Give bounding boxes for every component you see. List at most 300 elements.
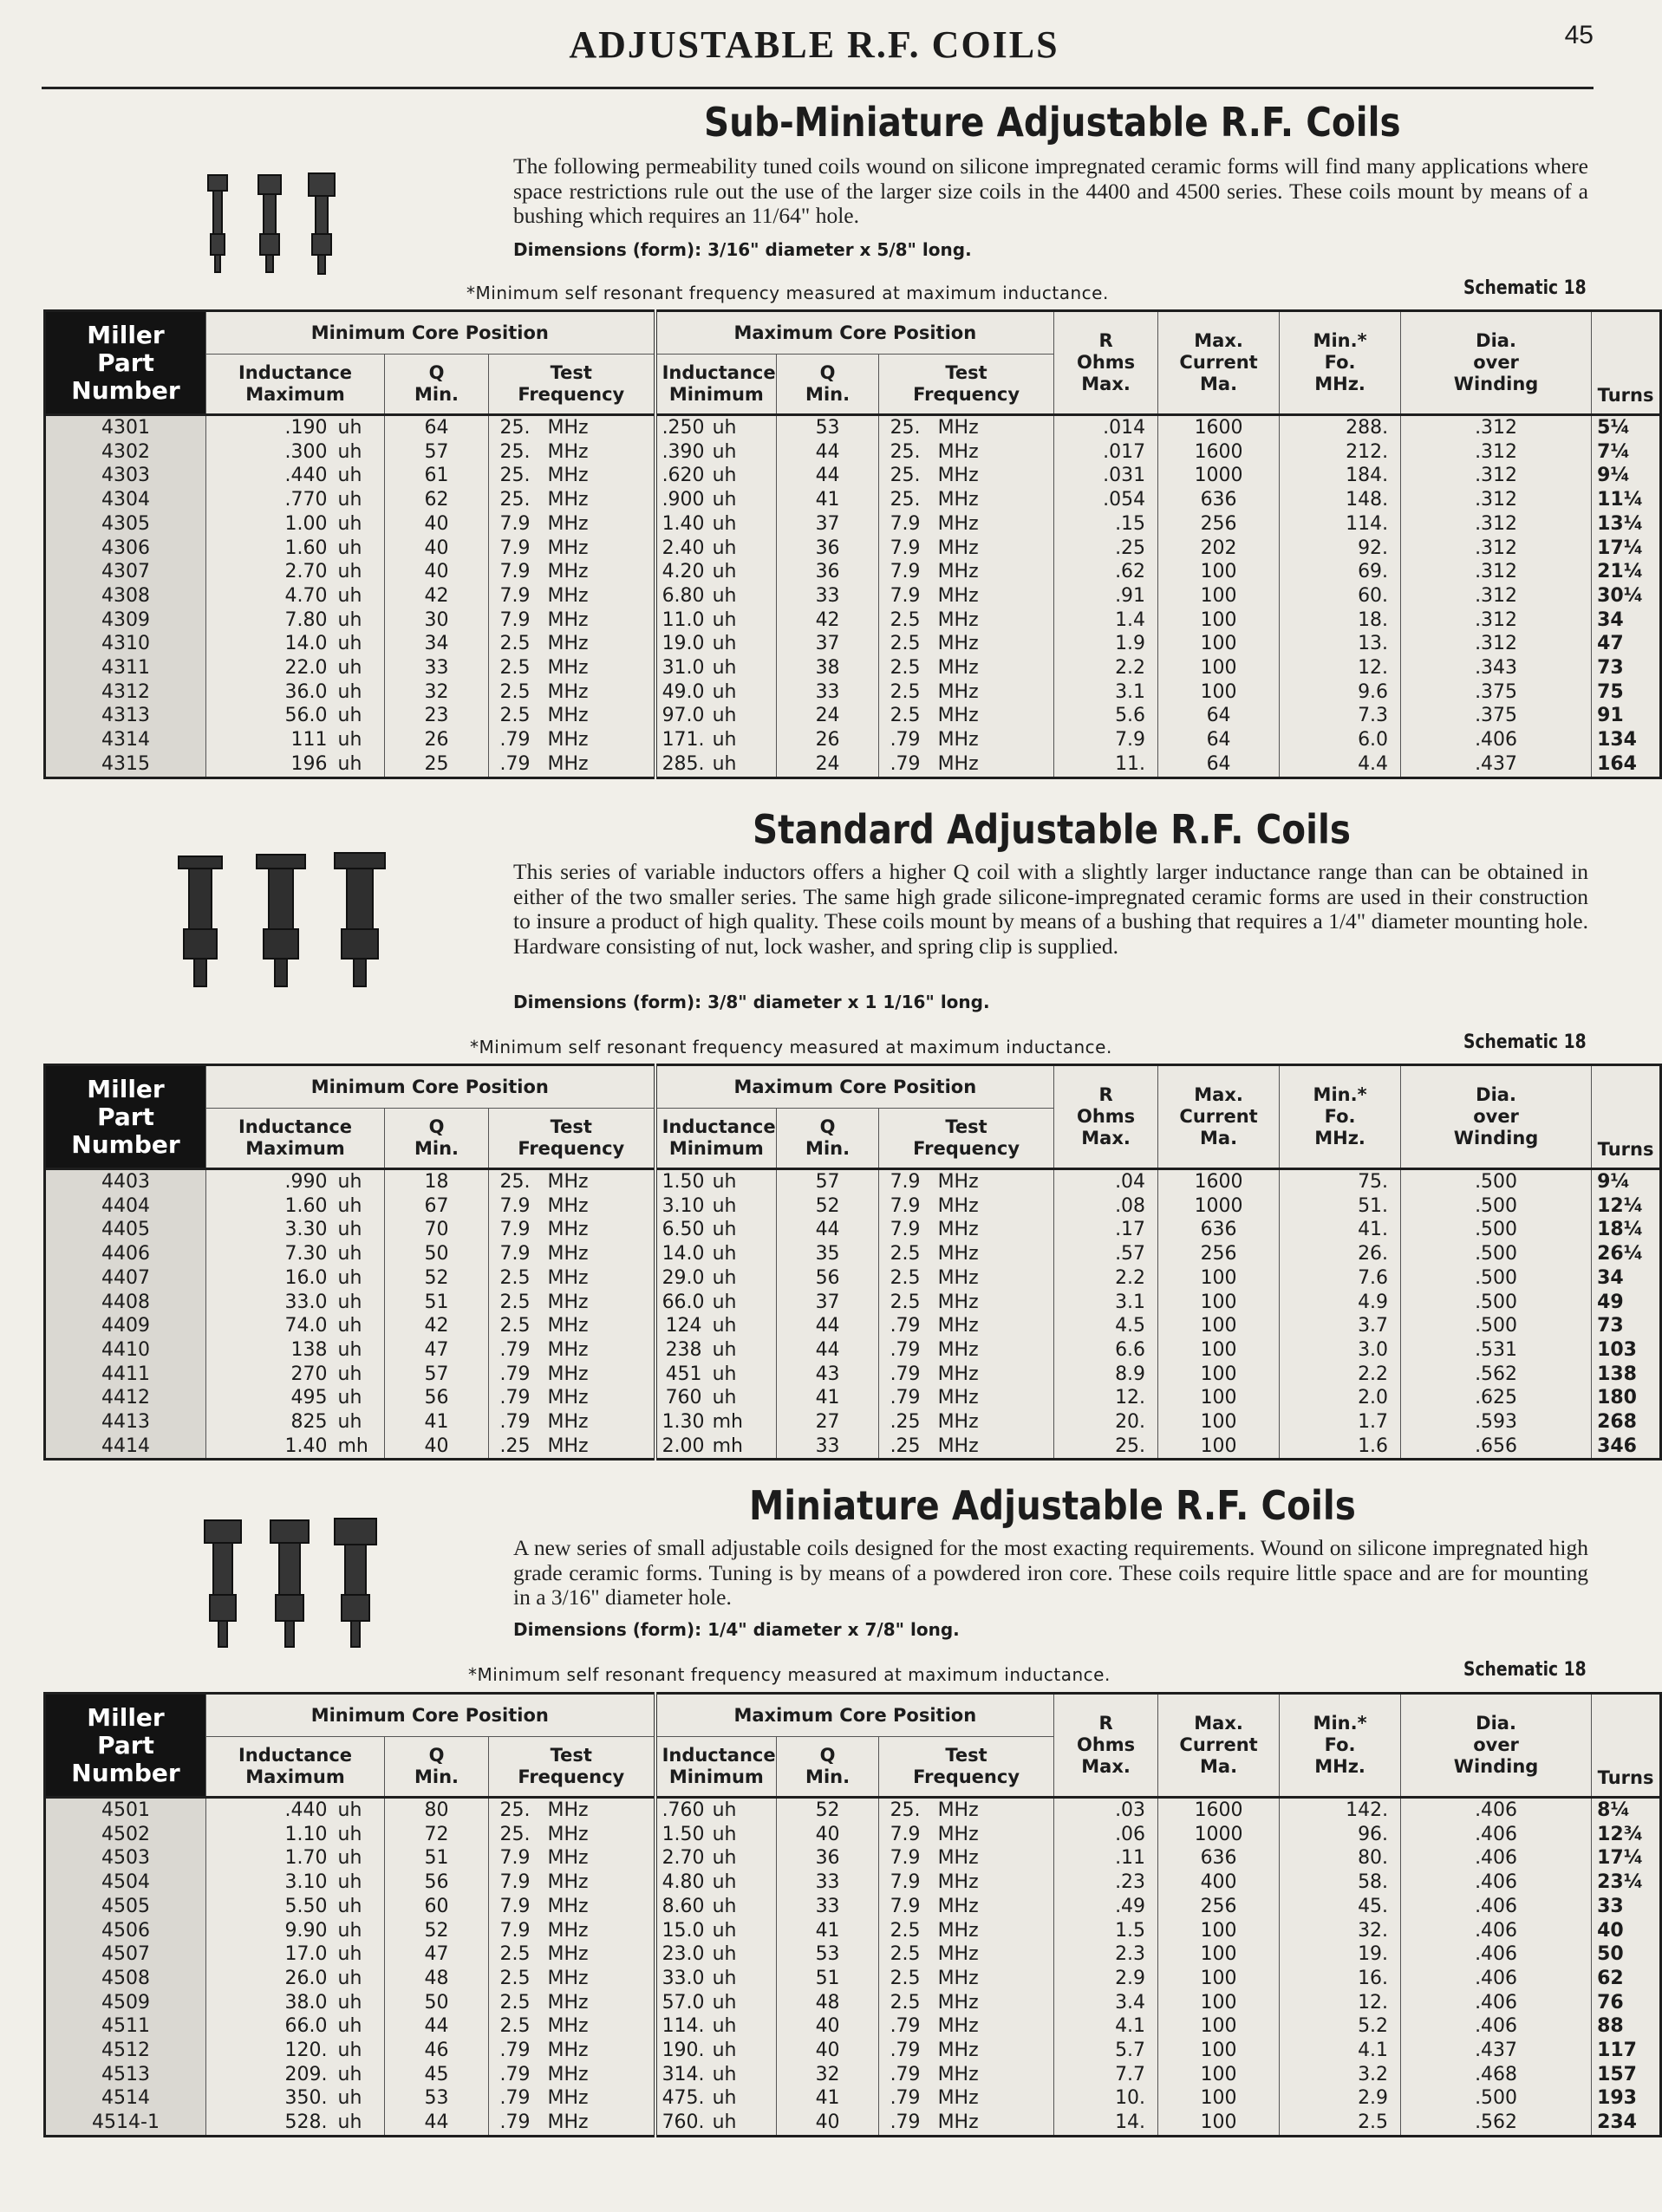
- part-number: 4507: [45, 1942, 206, 1967]
- part-number: 4506: [45, 1919, 206, 1943]
- frequency-unit: MHz: [547, 1363, 589, 1385]
- min-fo: 32.: [1280, 1919, 1401, 1943]
- part-number: 4309: [45, 608, 206, 633]
- q-min: 36: [777, 560, 879, 584]
- header-text: Test: [550, 1745, 592, 1766]
- header-text: Winding: [1453, 1128, 1539, 1148]
- unit: uh: [712, 729, 737, 751]
- header-text: Minimum: [668, 1138, 764, 1159]
- min-fo: 80.: [1280, 1846, 1401, 1870]
- inductance-min: 2.00: [655, 1435, 707, 1460]
- dimensions-note: Dimensions (form): 3/8" diameter x 1 1/16" long.: [513, 992, 990, 1012]
- frequency-unit: MHz: [547, 537, 589, 559]
- inductance-max: 26.0: [206, 1967, 333, 1991]
- dia-winding: .406: [1401, 1942, 1592, 1967]
- header-text: R: [1098, 330, 1113, 351]
- min-fo: 9.6: [1280, 680, 1401, 705]
- frequency-unit: MHz: [547, 1871, 589, 1894]
- inductance-min: 2.40: [655, 537, 707, 561]
- q-min: 44: [777, 464, 879, 488]
- test-frequency: 2.5: [489, 2014, 543, 2039]
- turns: 5¼: [1592, 415, 1661, 440]
- header-text: Min.*: [1313, 1084, 1367, 1105]
- test-frequency: 25.: [879, 440, 933, 465]
- header-text: Q: [819, 362, 836, 383]
- dia-winding: .500: [1401, 1266, 1592, 1291]
- test-frequency: .79: [489, 2063, 543, 2087]
- min-fo: 7.6: [1280, 1266, 1401, 1291]
- min-fo: 19.: [1280, 1942, 1401, 1967]
- q-min: 26: [777, 728, 879, 752]
- inductance-min: 1.40: [655, 512, 707, 537]
- r-ohms: .62: [1054, 560, 1158, 584]
- dia-header: [1401, 1694, 1592, 1798]
- q-min: 36: [777, 1846, 879, 1870]
- inductance-max: 7.80: [206, 608, 333, 633]
- test-frequency: 7.9: [879, 537, 933, 561]
- q-min: 41: [777, 488, 879, 512]
- r-ohms: 6.6: [1054, 1338, 1158, 1363]
- q-min: 44: [777, 440, 879, 465]
- header-text: Ohms: [1076, 1734, 1136, 1755]
- frequency-unit: MHz: [937, 1943, 979, 1966]
- inductance-min: 171.: [655, 728, 707, 752]
- unit: uh: [337, 1243, 362, 1265]
- dia-winding: .437: [1401, 2039, 1592, 2063]
- r-ohms: .08: [1054, 1194, 1158, 1219]
- r-ohms: .91: [1054, 584, 1158, 608]
- unit: uh: [337, 1919, 362, 1942]
- part-number: 4306: [45, 537, 206, 561]
- unit: uh: [337, 1363, 362, 1385]
- max-current: 100: [1158, 560, 1280, 584]
- dia-winding: .562: [1401, 1363, 1592, 1387]
- frequency-unit: MHz: [937, 705, 979, 727]
- test-frequency: .79: [489, 2086, 543, 2111]
- inductance-min: 114.: [655, 2014, 707, 2039]
- inductance-max: 56.0: [206, 704, 333, 728]
- header-text: Min.: [414, 1138, 459, 1159]
- part-number: 4310: [45, 632, 206, 656]
- inductance-min: 31.0: [655, 656, 707, 680]
- min-fo-header: [1280, 311, 1401, 415]
- test-frequency: 2.5: [879, 680, 933, 705]
- q-min: 40: [777, 2014, 879, 2039]
- turns: 268: [1592, 1410, 1661, 1435]
- dia-winding: .656: [1401, 1435, 1592, 1460]
- test-frequency: 7.9: [879, 1895, 933, 1919]
- dia-winding: .312: [1401, 440, 1592, 465]
- header-text: Maximum: [245, 1766, 345, 1787]
- q-min: 52: [385, 1266, 489, 1291]
- header-text: R: [1098, 1084, 1113, 1105]
- q-min: 57: [385, 1363, 489, 1387]
- header-text: Inductance: [662, 1116, 776, 1137]
- part-number: 4514-1: [45, 2111, 206, 2136]
- inductance-min: 3.10: [655, 1194, 707, 1219]
- header-text: Winding: [1453, 374, 1539, 394]
- frequency-unit: MHz: [547, 584, 589, 607]
- unit: uh: [337, 1871, 362, 1894]
- inductance-min-header: [655, 1109, 777, 1169]
- turns: 33: [1592, 1895, 1661, 1919]
- frequency-unit: MHz: [937, 537, 979, 559]
- q-min: 51: [385, 1291, 489, 1315]
- r-ohms: 12.: [1054, 1386, 1158, 1410]
- r-ohms: .49: [1054, 1895, 1158, 1919]
- frequency-unit: MHz: [547, 2015, 589, 2038]
- test-frequency: 2.5: [489, 1314, 543, 1338]
- min-fo: 2.9: [1280, 2086, 1401, 2111]
- test-frequency: .79: [489, 1363, 543, 1387]
- table-row: [45, 1363, 1661, 1387]
- unit: uh: [337, 1338, 362, 1361]
- header-text: Miller: [87, 1702, 165, 1732]
- unit: uh: [712, 752, 737, 775]
- part-number: 4406: [45, 1242, 206, 1266]
- schematic-ref: Schematic 18: [1463, 1659, 1587, 1681]
- header-text: Dia.: [1476, 330, 1516, 351]
- q-min: 47: [385, 1338, 489, 1363]
- test-frequency: 7.9: [879, 584, 933, 608]
- test-frequency: 2.5: [879, 1266, 933, 1291]
- header-text: Maximum: [245, 384, 345, 405]
- turns: 73: [1592, 1314, 1661, 1338]
- table-row: [45, 1194, 1661, 1219]
- header-text: Inductance: [662, 1745, 776, 1766]
- unit: uh: [337, 729, 362, 751]
- inductance-min: 1.50: [655, 1823, 707, 1847]
- part-number: 4404: [45, 1194, 206, 1219]
- test-frequency: .79: [489, 2039, 543, 2063]
- max-current: 100: [1158, 1386, 1280, 1410]
- inductance-max: 66.0: [206, 2014, 333, 2039]
- frequency-unit: MHz: [937, 561, 979, 583]
- table-row: [45, 656, 1661, 680]
- dia-winding: .312: [1401, 537, 1592, 561]
- part-number: 4313: [45, 704, 206, 728]
- header-text: Fo.: [1324, 1106, 1356, 1127]
- frequency-unit: MHz: [937, 1194, 979, 1217]
- turns: 134: [1592, 728, 1661, 752]
- table-row: [45, 1386, 1661, 1410]
- q-min: 52: [777, 1798, 879, 1823]
- header-text: over: [1473, 1734, 1519, 1755]
- part-number: 4408: [45, 1291, 206, 1315]
- unit: uh: [337, 1847, 362, 1870]
- inductance-min: 475.: [655, 2086, 707, 2111]
- inductance-min: 57.0: [655, 1991, 707, 2015]
- frequency-unit: MHz: [547, 729, 589, 751]
- dia-winding: .562: [1401, 2111, 1592, 2136]
- min-fo: 3.7: [1280, 1314, 1401, 1338]
- frequency-unit: MHz: [547, 1919, 589, 1942]
- unit: uh: [337, 465, 362, 487]
- unit: uh: [712, 2015, 737, 2038]
- turns: 103: [1592, 1338, 1661, 1363]
- unit: uh: [337, 1895, 362, 1917]
- max-current: 1000: [1158, 1823, 1280, 1847]
- inductance-max: 528.: [206, 2111, 333, 2136]
- frequency-unit: MHz: [937, 1387, 979, 1409]
- header-text: Min.: [414, 1766, 459, 1787]
- max-core-header: Maximum Core Position: [655, 1694, 1054, 1737]
- unit: uh: [337, 512, 362, 535]
- inductance-max: 22.0: [206, 656, 333, 680]
- test-frequency: 25.: [489, 415, 543, 440]
- inductance-max: 74.0: [206, 1314, 333, 1338]
- r-ohms: 7.9: [1054, 728, 1158, 752]
- dia-winding: .437: [1401, 752, 1592, 777]
- header-text: Part: [97, 1730, 154, 1760]
- inductance-min: 33.0: [655, 1967, 707, 1991]
- unit: uh: [337, 1194, 362, 1217]
- max-core-header: Maximum Core Position: [655, 311, 1054, 355]
- header-text: Min.*: [1313, 330, 1367, 351]
- max-current: 256: [1158, 512, 1280, 537]
- inductance-max: 33.0: [206, 1291, 333, 1315]
- frequency-unit: MHz: [937, 657, 979, 680]
- min-fo: 60.: [1280, 584, 1401, 608]
- r-ohms: 20.: [1054, 1410, 1158, 1435]
- q-min: 40: [777, 2111, 879, 2136]
- header-text: Test: [550, 1116, 592, 1137]
- inductance-min: 760: [655, 1386, 707, 1410]
- header-text: R: [1098, 1713, 1113, 1734]
- q-min: 38: [777, 656, 879, 680]
- inductance-min: 8.60: [655, 1895, 707, 1919]
- inductance-max: 1.60: [206, 1194, 333, 1219]
- part-number: 4508: [45, 1967, 206, 1991]
- dimensions-note: Dimensions (form): 3/16" diameter x 5/8" long.: [513, 239, 972, 260]
- turns: 180: [1592, 1386, 1661, 1410]
- r-ohms: .15: [1054, 512, 1158, 537]
- unit: uh: [712, 657, 737, 680]
- max-current: 100: [1158, 1291, 1280, 1315]
- dia-winding: .312: [1401, 608, 1592, 633]
- r-ohms: .06: [1054, 1823, 1158, 1847]
- turns: 73: [1592, 656, 1661, 680]
- table-row: [45, 584, 1661, 608]
- inductance-min: 66.0: [655, 1291, 707, 1315]
- unit: uh: [712, 1967, 737, 1989]
- q-min: 51: [385, 1846, 489, 1870]
- unit: uh: [337, 417, 362, 439]
- r-ohms: 25.: [1054, 1435, 1158, 1460]
- inductance-min: 49.0: [655, 680, 707, 705]
- q-min: 43: [777, 1363, 879, 1387]
- turns: 193: [1592, 2086, 1661, 2111]
- r-ohms: 5.7: [1054, 2039, 1158, 2063]
- min-fo: 41.: [1280, 1218, 1401, 1242]
- table-row: [45, 1823, 1661, 1847]
- min-fo: 12.: [1280, 656, 1401, 680]
- header-text: MHz.: [1314, 1128, 1365, 1148]
- frequency-unit: MHz: [937, 680, 979, 703]
- q-min: 41: [385, 1410, 489, 1435]
- frequency-unit: MHz: [547, 1219, 589, 1241]
- q-min: 41: [777, 1386, 879, 1410]
- frequency-unit: MHz: [937, 752, 979, 775]
- q-min: 72: [385, 1823, 489, 1847]
- unit: uh: [712, 1895, 737, 1917]
- min-fo: 16.: [1280, 1967, 1401, 1991]
- inductance-min: .250: [655, 415, 707, 440]
- q-min: 50: [385, 1991, 489, 2015]
- r-ohms: .23: [1054, 1870, 1158, 1895]
- frequency-unit: MHz: [547, 1411, 589, 1434]
- inductance-min: 285.: [655, 752, 707, 777]
- max-current: 100: [1158, 1266, 1280, 1291]
- q-min: 53: [777, 415, 879, 440]
- q-min: 33: [777, 1435, 879, 1460]
- part-number: 4315: [45, 752, 206, 777]
- dia-winding: .406: [1401, 2014, 1592, 2039]
- unit: uh: [712, 1363, 737, 1385]
- max-current: 100: [1158, 1919, 1280, 1943]
- header-text: Number: [71, 375, 180, 405]
- min-fo-header: [1280, 1065, 1401, 1169]
- inductance-min: 29.0: [655, 1266, 707, 1291]
- min-fo: 51.: [1280, 1194, 1401, 1219]
- q-min-header: [385, 355, 489, 415]
- q-min: 70: [385, 1218, 489, 1242]
- unit: mh: [712, 1411, 743, 1434]
- q-min: 56: [385, 1870, 489, 1895]
- dia-winding: .406: [1401, 1846, 1592, 1870]
- q-min: 24: [777, 704, 879, 728]
- test-frequency: 25.: [879, 1798, 933, 1823]
- dia-winding: .312: [1401, 560, 1592, 584]
- unit: uh: [712, 1919, 737, 1942]
- test-frequency: .79: [489, 728, 543, 752]
- q-min: 45: [385, 2063, 489, 2087]
- q-min: 48: [777, 1991, 879, 2015]
- q-min-header: [777, 1737, 879, 1798]
- table-row: [45, 608, 1661, 633]
- test-frequency: 2.5: [489, 656, 543, 680]
- table-row: [45, 704, 1661, 728]
- min-fo: 212.: [1280, 440, 1401, 465]
- test-frequency: 7.9: [489, 1895, 543, 1919]
- test-frequency: 25.: [489, 1798, 543, 1823]
- inductance-max: 5.50: [206, 1895, 333, 1919]
- r-ohms: .031: [1054, 464, 1158, 488]
- max-current: 100: [1158, 1338, 1280, 1363]
- test-frequency-header: [879, 1109, 1054, 1169]
- max-current: 256: [1158, 1242, 1280, 1266]
- unit: uh: [712, 1871, 737, 1894]
- test-frequency: 25.: [879, 415, 933, 440]
- test-frequency: 2.5: [879, 1942, 933, 1967]
- test-frequency: 7.9: [489, 1919, 543, 1943]
- part-number: 4410: [45, 1338, 206, 1363]
- inductance-max: 3.30: [206, 1218, 333, 1242]
- header-text: MHz.: [1314, 374, 1365, 394]
- part-number: 4312: [45, 680, 206, 705]
- r-ohms-header: [1054, 311, 1158, 415]
- test-frequency: 2.5: [879, 1991, 933, 2015]
- inductance-max: 138: [206, 1338, 333, 1363]
- test-frequency: 2.5: [879, 608, 933, 633]
- unit: uh: [337, 1411, 362, 1434]
- table-row: [45, 1291, 1661, 1315]
- q-min: 67: [385, 1194, 489, 1219]
- turns: 50: [1592, 1942, 1661, 1967]
- q-min: 50: [385, 1242, 489, 1266]
- inductance-min: 11.0: [655, 608, 707, 633]
- frequency-unit: MHz: [937, 512, 979, 535]
- test-frequency: 7.9: [489, 537, 543, 561]
- turns: 17¼: [1592, 537, 1661, 561]
- test-frequency: .79: [879, 728, 933, 752]
- q-min: 40: [777, 1823, 879, 1847]
- part-number: 4411: [45, 1363, 206, 1387]
- test-frequency: .79: [879, 1363, 933, 1387]
- frequency-unit: MHz: [547, 1823, 589, 1845]
- max-current: 1600: [1158, 440, 1280, 465]
- header-text: Max.: [1194, 330, 1243, 351]
- turns: 21¼: [1592, 560, 1661, 584]
- header-text: Frequency: [913, 1766, 1020, 1787]
- inductance-max: 825: [206, 1410, 333, 1435]
- test-frequency: 25.: [489, 440, 543, 465]
- max-core-header: Maximum Core Position: [655, 1065, 1054, 1109]
- q-min: 40: [385, 537, 489, 561]
- table-row: [45, 728, 1661, 752]
- min-fo: 96.: [1280, 1823, 1401, 1847]
- header-text: Frequency: [518, 1766, 625, 1787]
- table-row: [45, 1919, 1661, 1943]
- turns: 26¼: [1592, 1242, 1661, 1266]
- q-min-header: [385, 1737, 489, 1798]
- unit: uh: [712, 465, 737, 487]
- q-min: 48: [385, 1967, 489, 1991]
- header-text: Ohms: [1076, 1106, 1136, 1127]
- test-frequency: 25.: [879, 464, 933, 488]
- inductance-max: 209.: [206, 2063, 333, 2087]
- r-ohms: 1.9: [1054, 632, 1158, 656]
- frequency-unit: MHz: [937, 1847, 979, 1870]
- min-fo: 142.: [1280, 1798, 1401, 1823]
- r-ohms: 5.6: [1054, 704, 1158, 728]
- min-fo: 288.: [1280, 415, 1401, 440]
- header-text: Dia.: [1476, 1084, 1516, 1105]
- part-number: 4403: [45, 1169, 206, 1194]
- frequency-unit: MHz: [937, 440, 979, 463]
- test-frequency: 25.: [879, 488, 933, 512]
- header-text: Fo.: [1324, 1734, 1356, 1755]
- turns: 76: [1592, 1991, 1661, 2015]
- q-min: 40: [777, 2039, 879, 2063]
- max-current: 100: [1158, 1967, 1280, 1991]
- header-text: over: [1473, 352, 1519, 373]
- turns: 11¼: [1592, 488, 1661, 512]
- frequency-unit: MHz: [937, 1919, 979, 1942]
- table-row: [45, 1942, 1661, 1967]
- table-row: [45, 1846, 1661, 1870]
- frequency-unit: MHz: [547, 489, 589, 511]
- header-text: Min.: [414, 384, 459, 405]
- max-current: 64: [1158, 704, 1280, 728]
- unit: uh: [337, 2111, 362, 2134]
- part-number: 4413: [45, 1410, 206, 1435]
- unit: uh: [337, 1943, 362, 1966]
- max-current: 256: [1158, 1895, 1280, 1919]
- section-intro: A new series of small adjustable coils designed for the most exacting requirements. Wound on silicone impregnated high grade ceramic forms. Tuning is by means of a powdered iron core. These coils require little space and are for mounting in a 3/16" diameter hole.: [513, 1535, 1588, 1610]
- test-frequency: 7.9: [879, 560, 933, 584]
- unit: uh: [337, 537, 362, 559]
